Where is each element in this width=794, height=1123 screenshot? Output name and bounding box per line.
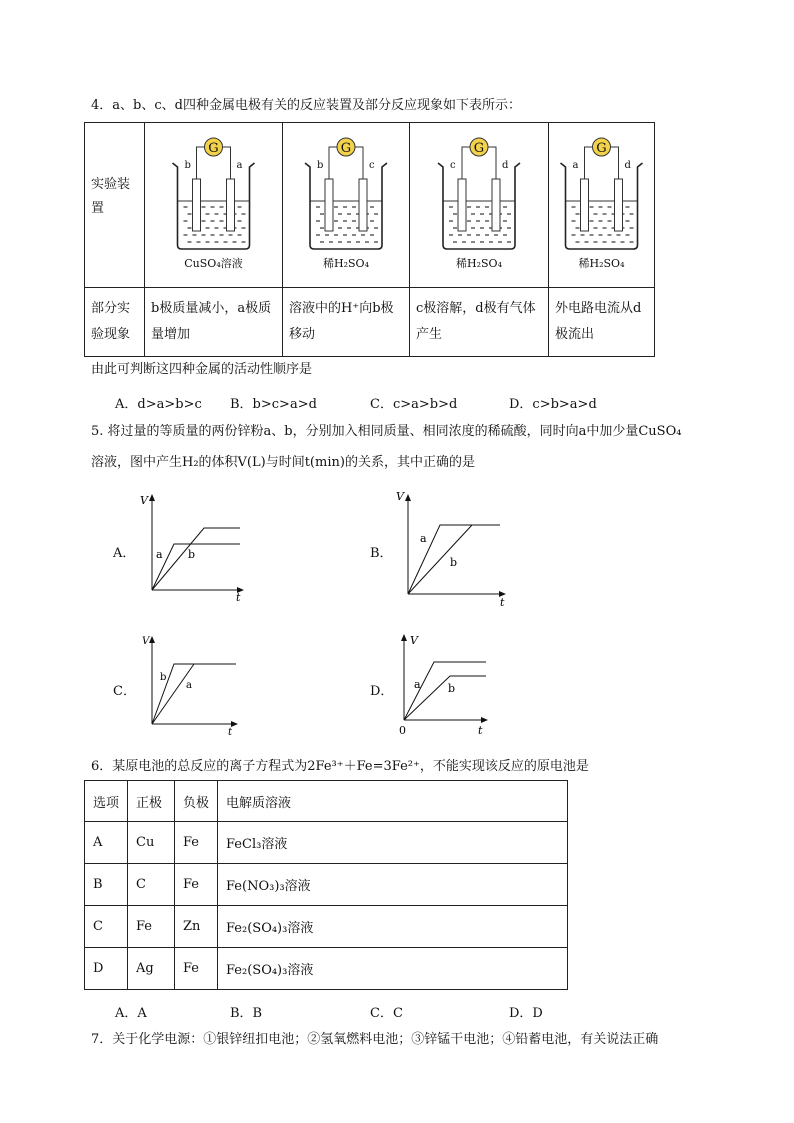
- graph-d-series-1: a: [414, 678, 421, 691]
- graph-a-y-label: V: [140, 494, 148, 507]
- cell-positive: Fe: [128, 906, 175, 948]
- solution-label: 稀H₂SO₄: [578, 257, 625, 270]
- cell-option: D: [85, 948, 128, 990]
- galvanometer-label: G: [208, 141, 219, 156]
- cell-negative: Fe: [175, 864, 218, 906]
- device-cell-2: [283, 123, 410, 288]
- graph-d-origin: 0: [399, 724, 406, 737]
- cell-negative: Fe: [175, 822, 218, 864]
- graph-b-series-1: a: [420, 532, 427, 545]
- cell-electrolyte: Fe₂(SO₄)₃溶液: [218, 906, 568, 948]
- header-negative: 负极: [175, 781, 218, 822]
- galvanometer-label: G: [340, 141, 352, 156]
- table-row: [85, 822, 568, 864]
- q4-row2-header: 部分实验现象: [85, 288, 145, 357]
- wire-left: [329, 147, 337, 179]
- q4-option-a[interactable]: A．d>a>b>c: [115, 397, 202, 412]
- electrode-left: [458, 179, 466, 231]
- graph-b-series-2: b: [450, 556, 458, 569]
- electrolysis-device-2: [283, 123, 409, 283]
- phenomenon-1: b极质量减小，a极质量增加: [145, 288, 283, 357]
- q4-option-c[interactable]: C．c>a>b>d: [370, 397, 458, 412]
- q5-option-b[interactable]: B．: [370, 546, 393, 561]
- wire-left: [462, 147, 470, 179]
- header-option: 选项: [85, 781, 128, 822]
- device-cell-4: [549, 123, 655, 288]
- electrode-right-label: d: [502, 160, 509, 171]
- q6-table: [84, 780, 568, 990]
- phenomenon-3: c极溶解，d极有气体产生: [410, 288, 549, 357]
- wire-left: [197, 147, 205, 179]
- q4-followup: 由此可判断这四种金属的活动性顺序是: [91, 362, 313, 377]
- wire-left: [585, 147, 593, 179]
- wire-right: [223, 147, 231, 179]
- solution-label: 稀H₂SO₄: [456, 257, 502, 270]
- electrode-left: [581, 179, 589, 231]
- electrode-right: [359, 179, 367, 231]
- cell-option: C: [85, 906, 128, 948]
- q5-option-c[interactable]: C．: [113, 684, 136, 699]
- q5-option-a[interactable]: A．: [113, 546, 136, 561]
- cell-electrolyte: Fe(NO₃)₃溶液: [218, 864, 568, 906]
- q4-stem: 4．a、b、c、d四种金属电极有关的反应装置及部分反应现象如下表所示：: [91, 98, 521, 113]
- graph-a-series-1: a: [156, 548, 163, 561]
- solution-label: CuSO₄溶液: [184, 257, 243, 270]
- electrode-right-label: d: [624, 160, 631, 171]
- header-positive: 正极: [128, 781, 175, 822]
- graph-b-x-label: t: [500, 596, 505, 609]
- cell-negative: Fe: [175, 948, 218, 990]
- q5-stem-line2: 溶液，图中产生H₂的体积V(L)与时间t(min)的关系，其中正确的是: [91, 455, 475, 470]
- q7-stem: 7．关于化学电源：①银锌纽扣电池；②氢氧燃料电池；③锌锰干电池；④铅蓄电池，有关说法正确: [91, 1032, 659, 1047]
- q6-option-d[interactable]: D．D: [509, 1006, 543, 1021]
- cell-electrolyte: FeCl₃溶液: [218, 822, 568, 864]
- graph-c: [140, 632, 250, 738]
- table-row: [85, 948, 568, 990]
- graph-d-x-label: t: [478, 724, 483, 737]
- graph-a-x-label: t: [236, 591, 241, 604]
- device-cell-1: [145, 123, 283, 288]
- graph-d: [394, 630, 494, 738]
- graph-a: [140, 492, 260, 604]
- q4-table: [84, 122, 655, 357]
- wire-right: [611, 147, 619, 179]
- q5-option-d[interactable]: D．: [370, 684, 394, 699]
- q6-option-b[interactable]: B．B: [230, 1006, 263, 1021]
- electrode-left-label: b: [184, 160, 191, 171]
- table-header-row: [85, 781, 568, 822]
- electrode-right: [227, 179, 235, 231]
- q6-option-c[interactable]: C．C: [370, 1006, 403, 1021]
- cell-option: B: [85, 864, 128, 906]
- graph-c-series-1: b: [160, 672, 167, 683]
- q6-option-a[interactable]: A．A: [115, 1006, 147, 1021]
- electrode-left: [325, 179, 333, 231]
- phenomenon-4: 外电路电流从d极流出: [549, 288, 655, 357]
- electrode-left: [193, 179, 201, 231]
- wire-right: [488, 147, 496, 179]
- electrolysis-device-4: [549, 123, 654, 283]
- header-electrolyte: 电解质溶液: [218, 781, 568, 822]
- device-cell-3: [410, 123, 549, 288]
- electrode-left-label: a: [572, 160, 579, 171]
- cell-negative: Zn: [175, 906, 218, 948]
- table-row: [85, 864, 568, 906]
- graph-c-series-2: a: [186, 680, 192, 691]
- graph-d-series-2: b: [448, 682, 456, 695]
- cell-positive: Cu: [128, 822, 175, 864]
- graph-c-x-label: t: [228, 727, 233, 738]
- table-row: [85, 906, 568, 948]
- graph-c-y-label: V: [142, 636, 150, 647]
- electrode-left-label: c: [450, 160, 456, 171]
- q4-row1-header: 实验装置: [85, 123, 145, 288]
- q5-stem-line1: 5. 将过量的等质量的两份锌粉a、b，分别加入相同质量、相同浓度的稀硫酸，同时向a中加少量CuSO₄: [91, 424, 682, 439]
- q4-option-b[interactable]: B．b>c>a>d: [230, 397, 317, 412]
- solution-label: 稀H₂SO₄: [323, 257, 369, 270]
- q6-stem: 6．某原电池的总反应的离子方程式为2Fe³⁺＋Fe=3Fe²⁺，不能实现该反应的原电池是: [91, 759, 589, 774]
- electrode-left-label: b: [317, 160, 324, 171]
- electrode-right-label: c: [369, 160, 375, 171]
- cell-option: A: [85, 822, 128, 864]
- cell-positive: Ag: [128, 948, 175, 990]
- electrode-right: [492, 179, 500, 231]
- graph-d-y-label: V: [410, 634, 418, 647]
- phenomenon-2: 溶液中的H⁺向b极移动: [283, 288, 410, 357]
- cell-electrolyte: Fe₂(SO₄)₃溶液: [218, 948, 568, 990]
- galvanometer-label: G: [596, 141, 607, 156]
- cell-positive: C: [128, 864, 175, 906]
- electrolysis-device-1: [145, 123, 282, 283]
- electrode-right: [615, 179, 623, 231]
- galvanometer-label: G: [473, 141, 485, 156]
- electrolysis-device-3: [410, 123, 548, 283]
- wire-right: [355, 147, 363, 179]
- electrode-right-label: a: [236, 160, 243, 171]
- graph-b: [396, 488, 520, 609]
- q4-option-d[interactable]: D．c>b>a>d: [509, 397, 597, 412]
- graph-a-series-2: b: [188, 548, 196, 561]
- graph-b-y-label: V: [396, 490, 404, 503]
